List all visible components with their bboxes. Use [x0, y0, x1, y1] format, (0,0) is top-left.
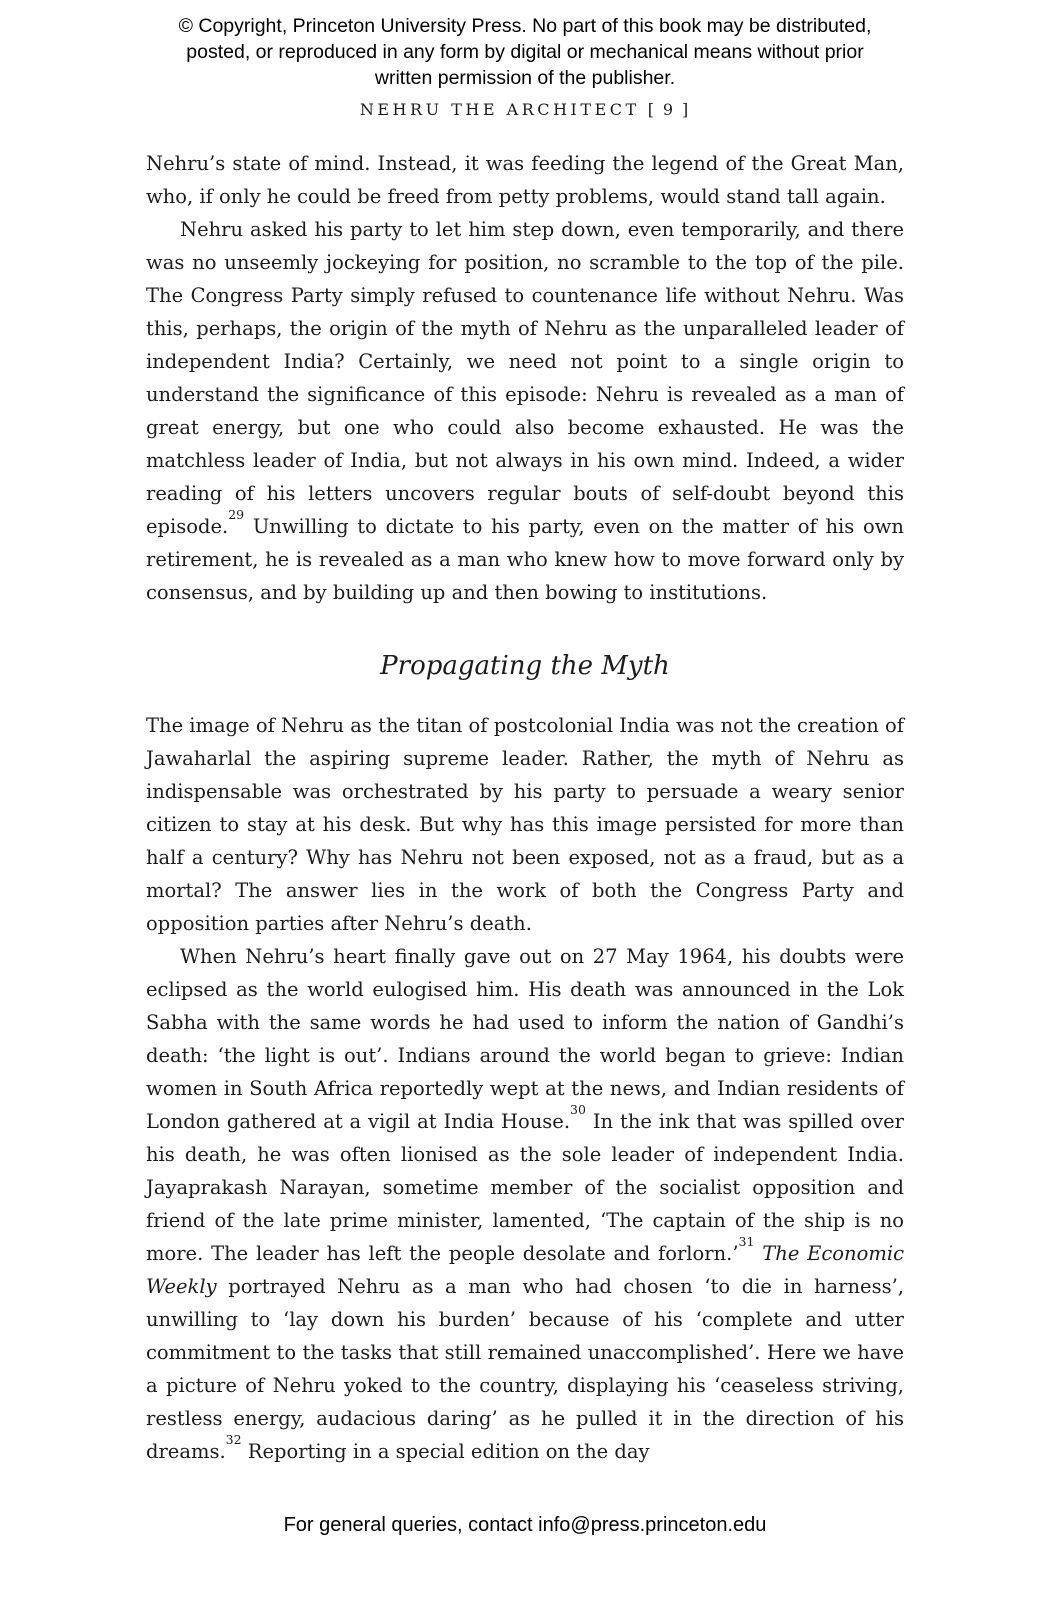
footnote-reference: 31	[738, 1233, 755, 1249]
text-segment: Reporting in a special edition on the day	[241, 1440, 650, 1463]
text-segment: Unwilling to dictate to his party, even on the matter of his own retirement, he is revealed as a man who knew how to move forward only by consensus, and by building up and then bowing to institutions.	[146, 515, 904, 604]
copyright-notice: © Copyright, Princeton University Press. No part of this book may be distributed, posted, or reproduced in any form by digital or mechanical means without prior written permission of the publisher.	[178, 15, 872, 89]
running-head-title: NEHRU THE ARCHITECT	[359, 100, 640, 119]
body-text	[146, 147, 904, 1468]
footnote-reference: 29	[228, 506, 245, 522]
paragraph	[146, 213, 904, 609]
section-heading: Propagating the Myth	[380, 651, 670, 681]
paragraph	[146, 147, 904, 213]
footnote-reference: 30	[570, 1101, 586, 1117]
text-segment: In the ink that was spilled over his death, he was often lionised as the sole leader of independent India. Jayaprakash Narayan, sometime member of the socialist opposition and friend of the late prime minister, lamented, ‘The captain of the ship is no more. The leader has left the people desolate and forlorn.’	[146, 1110, 904, 1265]
italic-work-title: The Economic Weekly	[146, 1242, 904, 1298]
text-segment: Nehru asked his party to let him step down, even temporarily, and there was no unseemly jockeying for position, no scramble to the top of the pile. The Congress Party simply refused to countenance life without Nehru. Was this, perhaps, the origin of the myth of Nehru as the unparalleled leader of independent India? Certainly, we need not point to a single origin to understand the significance of this episode: Nehru is revealed as a man of great energy, but one who could also become exhausted. He was the matchless leader of India, but not always in his own mind. Indeed, a wider reading of his letters uncovers regular bouts of self-doubt beyond this episode.	[146, 218, 904, 538]
running-head	[0, 100, 1050, 119]
text-segment: When Nehru’s heart finally gave out on 27 May 1964, his doubts were eclipsed as the world eulogised him. His death was announced in the Lok Sabha with the same words he had used to inform the nation of Gandhi’s death: ‘the light is out’. Indians around the world began to grieve: Indian women in South Africa reportedly wept at the news, and Indian residents of London gathered at a vigil at India House.	[146, 945, 904, 1133]
paragraph	[146, 709, 904, 940]
text-segment: Nehru’s state of mind. Instead, it was feeding the legend of the Great Man, who, if only he could be freed from petty problems, would stand tall again.	[146, 152, 904, 208]
footer-queries: For general queries, contact info@press.princeton.edu	[283, 1514, 767, 1536]
paragraph	[146, 940, 904, 1468]
text-segment: portrayed Nehru as a man who had chosen ‘to die in harness’, unwilling to ‘lay down his burden’ because of his ‘complete and utter commitment to the tasks that still remained unaccomplished’. Here we have a picture of Nehru yoked to the country, displaying his ‘ceaseless striving, restless energy, audacious daring’ as he pulled it in the direction of his dreams.	[146, 1275, 904, 1463]
text-segment: The image of Nehru as the titan of postcolonial India was not the creation of Jawaharlal the aspiring supreme leader. Rather, the myth of Nehru as indispensable was orchestrated by his party to persuade a weary senior citizen to stay at his desk. But why has this image persisted for more than half a century? Why has Nehru not been exposed, not as a fraud, but as a mortal? The answer lies in the work of both the Congress Party and opposition parties after Nehru’s death.	[146, 714, 904, 935]
page-number: [ 9 ]	[647, 100, 691, 119]
footnote-reference: 32	[225, 1431, 242, 1447]
